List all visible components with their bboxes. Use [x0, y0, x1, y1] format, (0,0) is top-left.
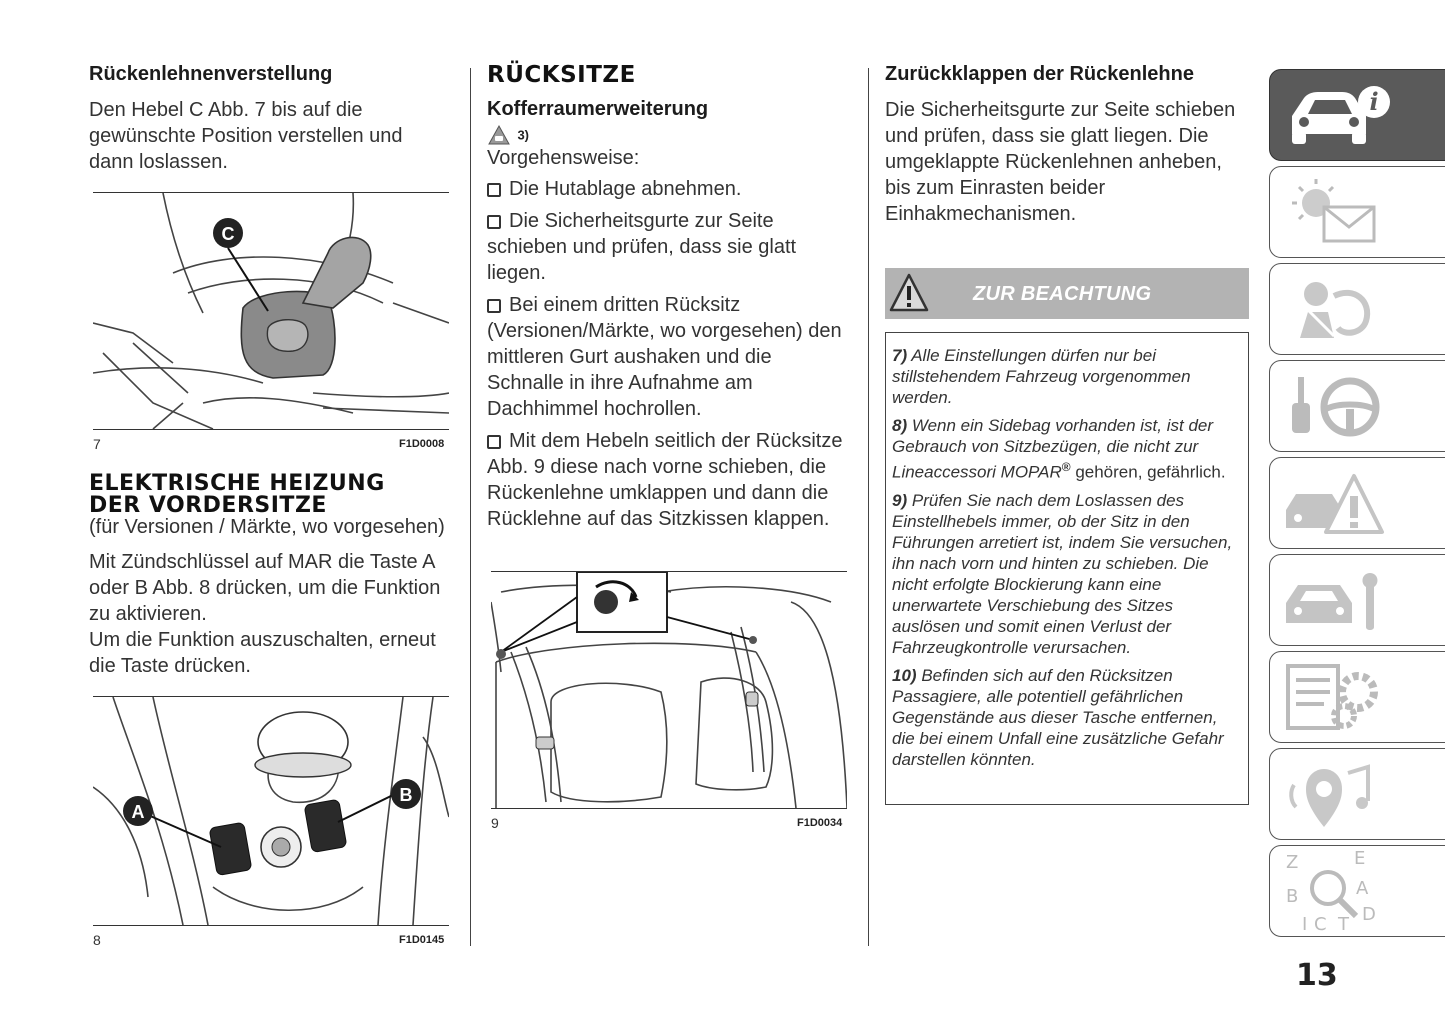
text-vorgehensweise: Vorgehensweise:	[487, 147, 640, 169]
callout-b: B	[399, 785, 413, 805]
svg-text:A: A	[1356, 878, 1369, 899]
svg-text:Z: Z	[1286, 852, 1299, 873]
heading-ruecksitze: RÜCKSITZE	[487, 62, 636, 88]
tab-emergency[interactable]	[1269, 457, 1445, 549]
callout-a: A	[131, 802, 145, 822]
figure-7-code: F1D0008	[399, 438, 445, 450]
checkbox-bullet-icon	[487, 183, 501, 197]
checkbox-bullet-icon	[487, 299, 501, 313]
warning-lights-icon	[1284, 179, 1384, 247]
tab-technical-data[interactable]	[1269, 651, 1445, 743]
checkbox-bullet-icon	[487, 435, 501, 449]
subheading-kofferraumerweiterung: Kofferraumerweiterung	[487, 98, 709, 120]
svg-text:B: B	[1286, 886, 1299, 907]
bullet-item: Mit dem Hebeln seitlich der Rücksitze Abb. 9 diese nach vorne schieben, die Rückenlehne umklappen und dann die Rücklehne auf das Sitzkissen klappen.	[487, 430, 843, 530]
figure-9-number: 9	[491, 815, 499, 831]
bullet-list	[487, 176, 852, 538]
figure-8-number: 8	[93, 932, 101, 948]
tab-car-info[interactable]	[1269, 69, 1445, 161]
heading-elektrische-heizung: ELEKTRISCHE HEIZUNG DER VORDERSITZE	[89, 471, 385, 518]
key-steering-icon	[1288, 373, 1380, 443]
technical-data-icon	[1284, 662, 1384, 734]
svg-text:E: E	[1354, 850, 1366, 869]
figure-7-seat-lever	[93, 193, 449, 429]
bullet-item: Die Sicherheitsgurte zur Seite schieben und prüfen, dass sie glatt liegen.	[487, 210, 797, 284]
figure-8-code: F1D0145	[399, 934, 445, 946]
maintenance-icon	[1282, 567, 1386, 637]
text-zurueckklappen: Die Sicherheitsgurte zur Seite schieben und prüfen, dass sie glatt liegen. Die umgeklappte Rückenlehnen anheben, bis zum Einrasten beider Einhakmechanismen.	[885, 99, 1236, 225]
tab-start-driving[interactable]	[1269, 360, 1445, 452]
text-rueckenlehne: Den Hebel C Abb. 7 bis auf die gewünschte Position verstellen und dann loslassen.	[89, 99, 403, 173]
svg-text:C: C	[1314, 914, 1327, 934]
figure-9-code: F1D0034	[797, 817, 843, 829]
figure-7-number: 7	[93, 436, 101, 452]
column-divider	[470, 68, 471, 946]
page-number: 13	[1296, 958, 1338, 993]
note-8: 8) Wenn ein Sidebag vorhanden ist, ist der Gebrauch von Sitzbezügen, die nicht zur Lineaccessori MOPAR® gehören, gefährlich.	[892, 416, 1226, 482]
figure-rule	[93, 925, 449, 926]
warning-notes-box	[885, 332, 1249, 805]
heading-rueckenlehnenverstellung: Rückenlehnenverstellung	[89, 63, 333, 85]
text-heizung-ausschalten: Um die Funktion auszuschalten, erneut die Taste drücken.	[89, 629, 436, 677]
tab-multimedia[interactable]	[1269, 748, 1445, 840]
figure-9-rear-seat	[491, 572, 847, 808]
tab-warning-lights[interactable]	[1269, 166, 1445, 258]
callout-c: C	[221, 224, 235, 244]
reference-3-label: 3)	[517, 127, 530, 143]
svg-text:D: D	[1362, 904, 1376, 925]
bullet-item: Die Hutablage abnehmen.	[487, 176, 852, 202]
svg-text:I: I	[1302, 914, 1308, 934]
tab-index[interactable]	[1269, 845, 1445, 937]
column-divider	[868, 68, 869, 946]
emergency-icon	[1282, 470, 1386, 540]
svg-text:i: i	[1369, 87, 1379, 116]
warning-car-icon	[487, 124, 513, 146]
subtitle-versionen: (für Versionen / Märkte, wo vorgesehen)	[89, 516, 445, 538]
note-9: 9) Prüfen Sie nach dem Loslassen des Einstellhebels immer, ob der Sitz in den Führungen arretiert ist, indem Sie versuchen, ihn nach vorn und hinten zu schieben. Die nicht erfolgte Blockierung kann eine unerwartete Verschiebung des Sitzes auslösen und somit einen Verlust der Fahrzeugkontrolle verursachen.	[892, 490, 1233, 657]
multimedia-icon	[1288, 761, 1380, 831]
checkbox-bullet-icon	[487, 215, 501, 229]
heading-zurueckklappen: Zurückklappen der Rückenlehne	[885, 63, 1194, 85]
warning-title: ZUR BEACHTUNG	[973, 283, 1152, 305]
tab-safety[interactable]	[1269, 263, 1445, 355]
car-info-icon	[1282, 84, 1392, 148]
bullet-item: Bei einem dritten Rücksitz (Versionen/Märkte, wo vorgesehen) den mittleren Gurt aushaken und die Schnalle in ihre Aufnahme am Dachhimmel hochrollen.	[487, 294, 842, 420]
tab-maintenance[interactable]	[1269, 554, 1445, 646]
text-heizung-aktivieren: Mit Zündschlüssel auf MAR die Taste A oder B Abb. 8 drücken, um die Funktion zu aktivieren.	[89, 551, 441, 625]
note-7: 7) Alle Einstellungen dürfen nur bei stillstehendem Fahrzeug vorgenommen werden.	[892, 346, 1191, 407]
figure-rule	[93, 429, 449, 430]
warning-header	[885, 268, 1249, 319]
warning-triangle-icon	[888, 272, 930, 314]
figure-rule	[491, 808, 847, 809]
note-10: 10) Befinden sich auf den Rücksitzen Passagiere, alle potentiell gefährlichen Gegenstände aus dieser Tasche entfernen, die bei einem Unfall eine zusätzliche Gefahr darstellen könnten.	[892, 665, 1224, 769]
svg-text:T: T	[1338, 914, 1349, 934]
safety-airbag-icon	[1294, 276, 1374, 344]
index-icon	[1284, 850, 1384, 934]
figure-8-heating-buttons	[93, 697, 449, 925]
reference-3	[487, 124, 529, 146]
